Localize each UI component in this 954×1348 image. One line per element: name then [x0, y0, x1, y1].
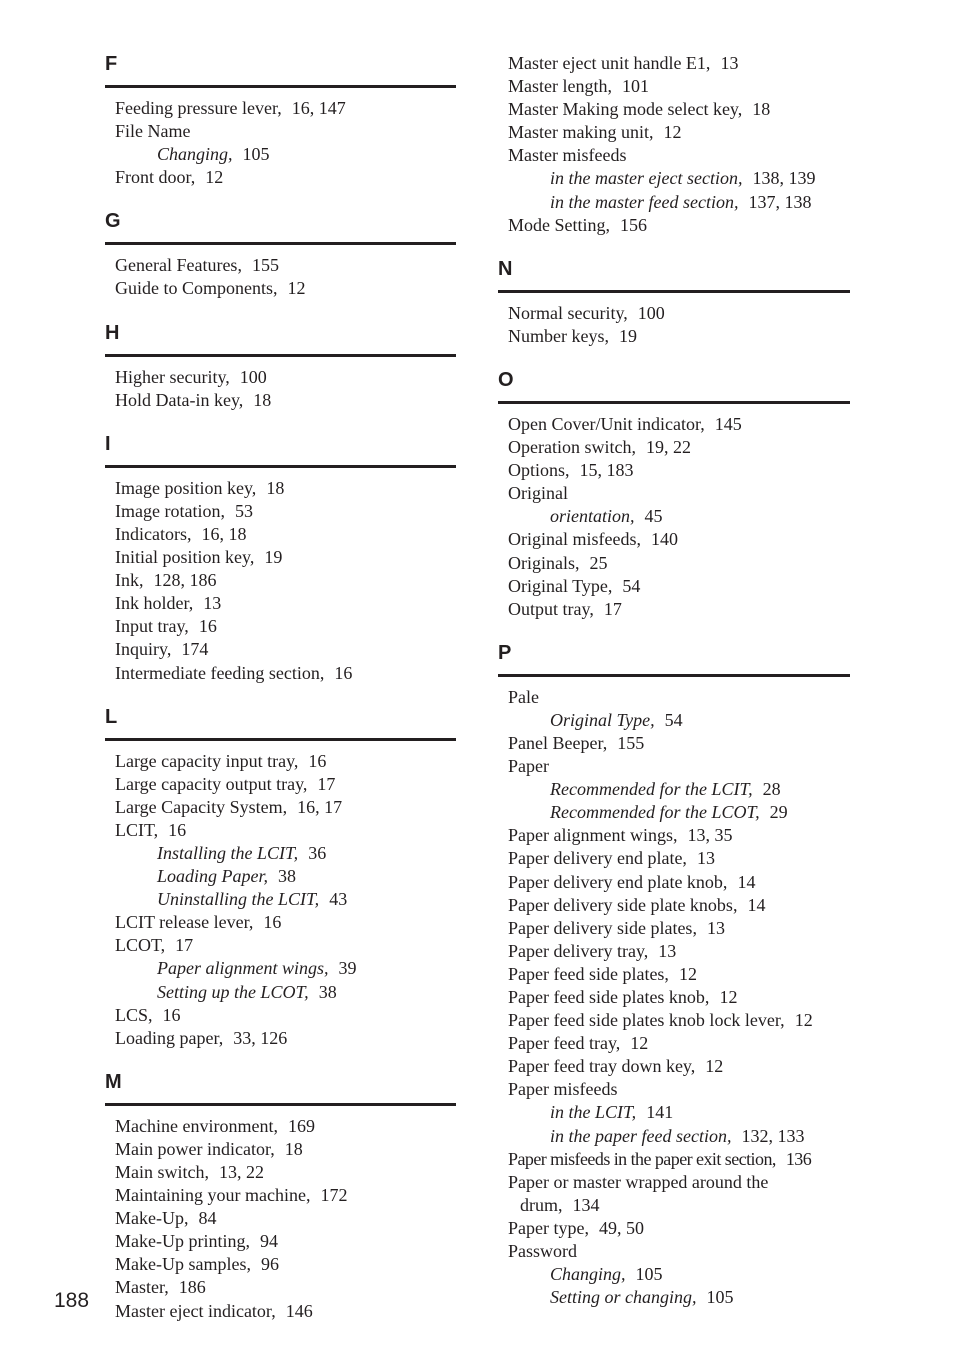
entry-page-refs: 132, 133: [741, 1125, 805, 1146]
entry-term: Paper feed tray,: [508, 1033, 621, 1054]
entry-term: Password: [508, 1241, 578, 1262]
entry-page-refs: 19: [618, 325, 637, 346]
section-divider: [105, 738, 456, 741]
index-entry: [115, 97, 456, 120]
entry-term: Recommended for the LCOT,: [550, 802, 760, 823]
index-entry: [115, 120, 456, 143]
entry-list: [105, 1115, 456, 1323]
entry-term: Feeding pressure lever,: [115, 98, 282, 118]
entry-term: in the master feed section,: [550, 191, 739, 212]
index-entry: [508, 917, 850, 940]
index-entry: [508, 302, 850, 325]
entry-page-refs: 146: [285, 1300, 313, 1321]
index-subentry: [508, 709, 850, 732]
entry-page-refs: 138, 139: [752, 168, 816, 189]
entry-page-refs: 13: [696, 848, 715, 869]
entry-term: Original: [508, 483, 568, 504]
section-letter: F: [105, 53, 118, 75]
entry-page-refs: 105: [706, 1287, 734, 1308]
entry-term: Original misfeeds,: [508, 529, 641, 550]
entry-page-refs: 12: [287, 278, 306, 299]
entry-term: Number keys,: [508, 325, 609, 346]
index-entry: [115, 592, 456, 615]
index-entry: [115, 750, 456, 773]
entry-page-refs: 29: [769, 802, 788, 823]
entry-page-refs: 17: [317, 773, 336, 794]
entry-term: Maintaining your machine,: [115, 1185, 311, 1206]
entry-term: orientation,: [550, 506, 635, 527]
entry-page-refs: 18: [284, 1138, 303, 1159]
index-column-left: [105, 52, 456, 1343]
entry-term: Options,: [508, 460, 570, 481]
entry-term: LCIT,: [115, 819, 159, 840]
index-section-p: [498, 641, 850, 1330]
index-subentry: [508, 505, 850, 528]
entry-list: [105, 477, 456, 685]
entry-term: File Name: [115, 121, 191, 142]
entry-page-refs: 12: [630, 1033, 649, 1054]
index-entry: [115, 523, 456, 546]
index-entry: [508, 325, 850, 348]
entry-term: Changing,: [550, 1264, 626, 1285]
index-section-m: [105, 1070, 456, 1343]
entry-term: Originals,: [508, 552, 580, 573]
index-entry: [508, 732, 850, 755]
index-entry: [115, 911, 456, 934]
entry-term: Machine environment,: [115, 1115, 278, 1136]
index-entry: [508, 1009, 850, 1032]
section-letter: O: [498, 368, 514, 391]
entry-page-refs: 43: [329, 889, 348, 910]
entry-term: Main switch,: [115, 1162, 209, 1182]
entry-term: Master eject unit handle E1,: [508, 53, 711, 73]
entry-list: [105, 254, 456, 300]
entry-term: Main power indicator,: [115, 1138, 275, 1159]
section-divider: [498, 401, 850, 404]
index-subentry: [508, 167, 850, 190]
entry-page-refs: 19: [264, 547, 283, 568]
entry-term: drum,: [520, 1194, 563, 1215]
index-entry: [115, 1184, 456, 1207]
index-entry: [508, 1078, 850, 1101]
index-entry: [508, 824, 850, 847]
entry-term: Paper feed side plates knob lock lever,: [508, 1010, 785, 1031]
entry-page-refs: 16: [198, 616, 217, 637]
index-section-n: [498, 257, 850, 368]
index-subentry: [508, 191, 850, 214]
entry-list: [498, 302, 850, 348]
index-entry: [508, 894, 850, 917]
index-entry: [115, 1004, 456, 1027]
entry-page-refs: 134: [572, 1194, 600, 1215]
entry-term: Master length,: [508, 76, 612, 97]
entry-term: Initial position key,: [115, 547, 255, 568]
entry-term: General Features,: [115, 255, 242, 276]
entry-term: in the LCIT,: [550, 1102, 637, 1123]
index-entry: [508, 1217, 850, 1240]
index-section-i: [105, 432, 456, 705]
entry-page-refs: 12: [719, 987, 738, 1007]
entry-term: Ink,: [115, 570, 144, 591]
index-entry: [508, 1148, 850, 1171]
index-section-o: [498, 368, 850, 641]
entry-page-refs: 38: [278, 866, 297, 887]
section-letter: H: [105, 321, 120, 344]
index-entry: [115, 366, 456, 389]
entry-term: Large capacity input tray,: [115, 750, 299, 771]
entry-term: Paper delivery tray,: [508, 940, 649, 961]
entry-term: Make-Up samples,: [115, 1254, 251, 1275]
entry-term: Ink holder,: [115, 593, 194, 614]
entry-term: LCS,: [115, 1004, 153, 1025]
entry-page-refs: 18: [752, 99, 771, 120]
entry-page-refs: 16: [162, 1004, 181, 1025]
entry-list: [105, 97, 456, 189]
index-subentry: [115, 888, 456, 911]
index-entry: [508, 871, 850, 894]
entry-term: Image position key,: [115, 477, 257, 498]
section-letter: M: [105, 1070, 122, 1093]
entry-page-refs: 16: [334, 662, 353, 683]
entry-term: Make-Up printing,: [115, 1231, 250, 1252]
entry-term: Input tray,: [115, 616, 189, 637]
index-subentry: [115, 143, 456, 166]
entry-page-refs: 100: [239, 366, 267, 387]
index-entry: [508, 75, 850, 98]
entry-page-refs: 105: [635, 1264, 663, 1285]
index-entry: [115, 615, 456, 638]
entry-page-refs: 12: [678, 963, 697, 984]
entry-term: Paper misfeeds: [508, 1079, 618, 1100]
index-subentry: [115, 842, 456, 865]
index-entry: [115, 500, 456, 523]
index-entry: [115, 1027, 456, 1050]
index-entry: [508, 598, 850, 621]
index-entry: [508, 121, 850, 144]
index-entry: [508, 528, 850, 551]
index-subentry: [115, 865, 456, 888]
entry-page-refs: 137, 138: [748, 191, 812, 212]
index-entry: [115, 389, 456, 412]
entry-page-refs: 140: [650, 529, 678, 550]
entry-list: [105, 750, 456, 1050]
entry-term: Large capacity output tray,: [115, 773, 308, 794]
entry-page-refs: 16: [263, 912, 282, 933]
entry-page-refs: 101: [621, 76, 649, 97]
section-divider: [105, 1103, 456, 1106]
entry-term: Paper or master wrapped around the: [508, 1171, 769, 1192]
index-subentry: [508, 1125, 850, 1148]
entry-page-refs: 155: [617, 732, 645, 753]
entry-term: Paper feed tray down key,: [508, 1056, 696, 1077]
index-entry: [115, 1276, 456, 1299]
entry-term: LCOT,: [115, 935, 166, 956]
entry-term: Make-Up,: [115, 1208, 189, 1229]
entry-term: Intermediate feeding section,: [115, 662, 325, 683]
index-entry: [115, 638, 456, 661]
index-entry: [508, 482, 850, 505]
index-entry: [115, 254, 456, 277]
index-entry: [508, 755, 850, 778]
entry-page-refs: 18: [266, 477, 285, 498]
entry-term: Higher security,: [115, 366, 230, 387]
entry-term: Mode Setting,: [508, 214, 610, 235]
entry-term: Setting up the LCOT,: [157, 981, 309, 1002]
entry-term: Master eject indicator,: [115, 1300, 276, 1321]
entry-page-refs: 12: [205, 167, 224, 188]
index-entry: [115, 1161, 456, 1184]
entry-term: Paper delivery end plate,: [508, 848, 687, 869]
section-letter: L: [105, 705, 118, 728]
entry-page-refs: 156: [620, 214, 647, 235]
index-section-l: [105, 705, 456, 1070]
entry-term: Paper delivery side plate knobs,: [508, 894, 738, 915]
entry-term: Paper feed side plates knob,: [508, 987, 710, 1007]
index-entry: [115, 819, 456, 842]
entry-page-refs: 94: [259, 1231, 278, 1252]
index-entry: [508, 552, 850, 575]
entry-page-refs: 16: [308, 750, 327, 771]
entry-term: Original Type,: [508, 575, 613, 596]
entry-page-refs: 174: [181, 639, 209, 660]
entry-page-refs: 128, 186: [153, 570, 217, 591]
index-entry: [115, 1138, 456, 1161]
entry-page-refs: 14: [737, 871, 756, 892]
index-subentry: [115, 981, 456, 1004]
entry-page-refs: 54: [664, 709, 683, 730]
entry-page-refs: 16, 18: [201, 523, 247, 544]
entry-page-refs: 12: [705, 1056, 724, 1077]
index-entry: [508, 436, 850, 459]
index-entry: [115, 1115, 456, 1138]
entry-page-refs: 54: [622, 575, 641, 596]
index-entry: [508, 686, 850, 709]
entry-page-refs: 105: [242, 144, 270, 165]
entry-term: Guide to Components,: [115, 278, 278, 299]
index-section-h: [105, 321, 456, 432]
index-entry: [508, 413, 850, 436]
index-entry: [508, 144, 850, 167]
entry-page-refs: 12: [794, 1010, 813, 1031]
entry-page-refs: 17: [603, 598, 622, 619]
index-entry: [508, 963, 850, 986]
entry-page-refs: 16: [168, 819, 187, 840]
entry-page-refs: 13: [658, 940, 677, 961]
index-entry: [115, 1300, 456, 1323]
index-entry: [508, 1032, 850, 1055]
index-subentry: [508, 1101, 850, 1124]
entry-page-refs: 13: [203, 593, 222, 614]
entry-page-refs: 39: [338, 958, 357, 979]
entry-page-refs: 25: [589, 552, 608, 573]
entry-term: Paper type,: [508, 1217, 589, 1238]
entry-page-refs: 16, 17: [297, 796, 343, 817]
entry-page-refs: 13, 35: [687, 825, 733, 846]
section-divider: [498, 290, 850, 293]
entry-list: [498, 686, 850, 1310]
index-entry: [115, 662, 456, 685]
entry-term: Pale: [508, 686, 539, 707]
entry-page-refs: 141: [646, 1102, 674, 1123]
entry-term: Master,: [115, 1277, 169, 1298]
entry-term: Paper delivery side plates,: [508, 917, 697, 938]
index-entry: [508, 986, 850, 1009]
entry-term: Paper misfeeds in the paper exit section,: [508, 1148, 776, 1169]
entry-page-refs: 155: [251, 255, 279, 276]
index-subentry: [508, 1286, 850, 1309]
entry-term: Open Cover/Unit indicator,: [508, 413, 705, 434]
section-letter: N: [498, 257, 513, 280]
section-divider: [498, 674, 850, 677]
entry-term: Paper delivery end plate knob,: [508, 871, 728, 892]
index-entry: [508, 1240, 850, 1263]
entry-page-refs: 169: [287, 1115, 315, 1136]
entry-page-refs: 96: [260, 1254, 279, 1275]
index-subentry: [508, 778, 850, 801]
entry-term: Inquiry,: [115, 639, 172, 660]
entry-term: Setting or changing,: [550, 1287, 697, 1308]
entry-term: Front door,: [115, 167, 196, 188]
entry-page-refs: 38: [318, 981, 337, 1002]
index-entry: [115, 477, 456, 500]
entry-term: Paper feed side plates,: [508, 963, 669, 984]
entry-page-refs: 100: [637, 302, 665, 323]
entry-term: Paper: [508, 756, 549, 777]
section-divider: [105, 85, 456, 88]
entry-page-refs: 172: [320, 1185, 348, 1206]
continued-entry-list: [498, 52, 850, 237]
index-entry: [115, 934, 456, 957]
entry-term: Normal security,: [508, 302, 628, 323]
entry-page-refs: 186: [178, 1277, 206, 1298]
entry-term: Loading Paper,: [157, 866, 269, 887]
entry-page-refs: 53: [234, 500, 253, 521]
entry-page-refs: 84: [198, 1208, 217, 1229]
entry-term: in the master eject section,: [550, 168, 743, 189]
entry-term: Installing the LCIT,: [157, 842, 299, 863]
index-subentry: [508, 1263, 850, 1286]
index-entry: [115, 773, 456, 796]
entry-list: [498, 413, 850, 621]
index-entry: [115, 1207, 456, 1230]
index-section-g: [105, 209, 456, 320]
entry-term: Master misfeeds: [508, 145, 627, 166]
entry-page-refs: 33, 126: [233, 1027, 288, 1048]
index-entry: [115, 166, 456, 189]
entry-term: Operation switch,: [508, 437, 636, 458]
entry-term: Paper alignment wings,: [508, 825, 678, 846]
index-entry: [115, 796, 456, 819]
index-entry: [508, 459, 850, 482]
entry-term: Paper alignment wings,: [157, 958, 329, 979]
entry-term: Recommended for the LCIT,: [550, 779, 753, 800]
section-divider: [105, 242, 456, 245]
entry-page-refs: 49, 50: [598, 1217, 644, 1238]
index-entry: [115, 277, 456, 300]
section-letter: I: [105, 432, 111, 455]
entry-page-refs: 13: [706, 917, 725, 938]
index-entry: [508, 847, 850, 870]
section-divider: [105, 354, 456, 357]
entry-term: Uninstalling the LCIT,: [157, 889, 320, 910]
entry-page-refs: 13: [720, 53, 739, 73]
entry-term: in the paper feed section,: [550, 1125, 732, 1146]
entry-page-refs: 36: [308, 842, 327, 863]
entry-page-refs: 13, 22: [219, 1162, 264, 1182]
index-entry: [508, 1194, 850, 1217]
section-letter: G: [105, 210, 121, 233]
entry-page-refs: 12: [663, 122, 682, 143]
entry-term: Original Type,: [550, 709, 655, 730]
entry-term: Panel Beeper,: [508, 732, 608, 753]
index-entry: [115, 569, 456, 592]
index-entry: [115, 1253, 456, 1276]
entry-term: Changing,: [157, 144, 233, 165]
index-subentry: [508, 801, 850, 824]
index-section-f: [105, 52, 456, 209]
index-entry: [508, 575, 850, 598]
entry-page-refs: 28: [762, 779, 781, 800]
index-entry: [508, 1055, 850, 1078]
index-subentry: [115, 957, 456, 980]
index-entry: [115, 1230, 456, 1253]
index-entry: [508, 214, 850, 237]
entry-term: Hold Data-in key,: [115, 389, 244, 410]
index-entry: [508, 1171, 850, 1194]
section-divider: [105, 465, 456, 468]
entry-page-refs: 17: [175, 935, 194, 956]
entry-term: Image rotation,: [115, 500, 225, 521]
entry-term: Output tray,: [508, 598, 594, 619]
index-column-right: [498, 52, 850, 1329]
section-letter: P: [498, 641, 512, 664]
entry-term: LCIT release lever,: [115, 912, 254, 933]
entry-term: Indicators,: [115, 523, 192, 544]
index-entry: [508, 940, 850, 963]
index-entry: [115, 546, 456, 569]
index-entry: [508, 98, 850, 121]
entry-page-refs: 136: [785, 1148, 812, 1169]
entry-page-refs: 45: [644, 506, 663, 527]
entry-list: [105, 366, 456, 412]
page-number: 188: [54, 1289, 90, 1312]
entry-page-refs: 19, 22: [645, 437, 691, 458]
entry-page-refs: 16, 147: [291, 98, 346, 118]
index-entry: [508, 52, 850, 75]
entry-term: Master making unit,: [508, 122, 654, 143]
entry-page-refs: 18: [253, 389, 272, 410]
entry-page-refs: 145: [714, 413, 742, 434]
entry-page-refs: 15, 183: [579, 460, 634, 481]
entry-term: Loading paper,: [115, 1027, 224, 1048]
entry-page-refs: 14: [747, 894, 766, 915]
entry-term: Master Making mode select key,: [508, 99, 743, 120]
entry-term: Large Capacity System,: [115, 796, 288, 817]
